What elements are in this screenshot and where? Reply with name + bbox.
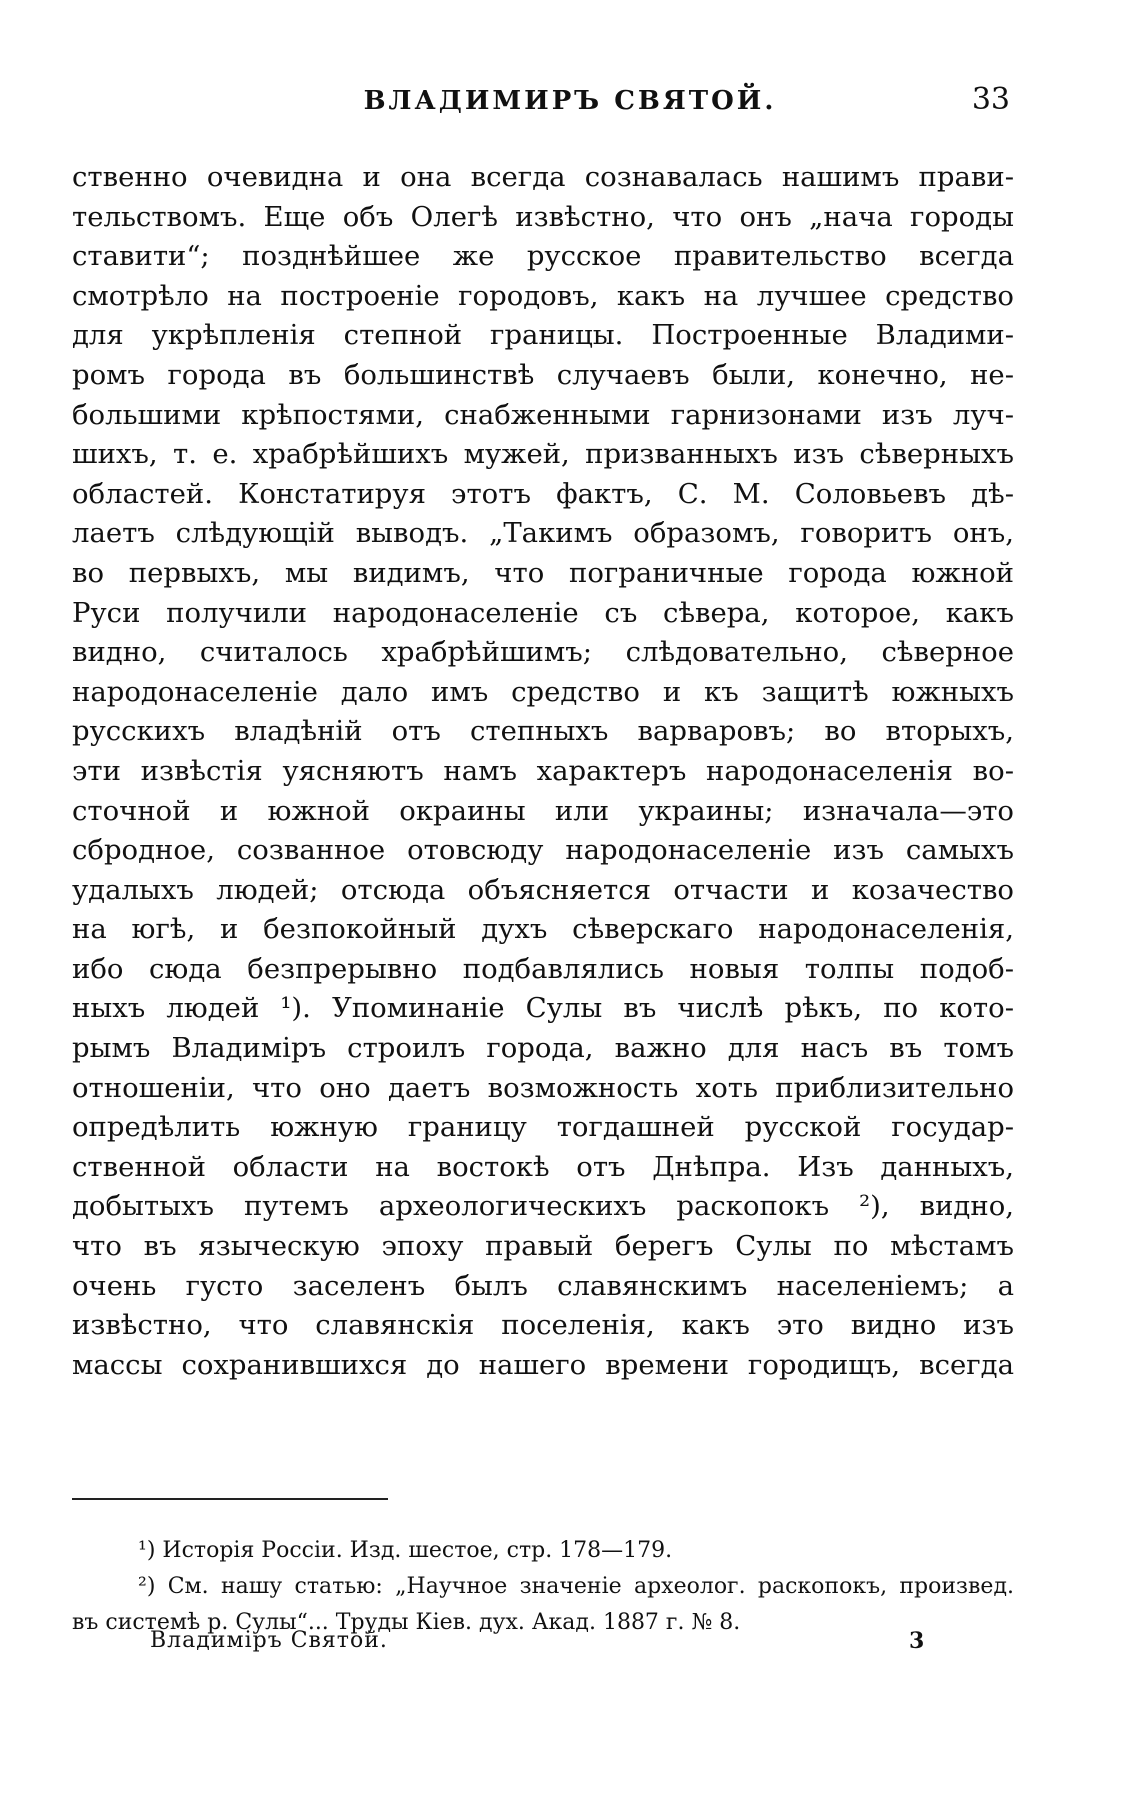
text-line: удалыхъ людей; отсюда объясняется отчасти и козачество [72, 873, 1014, 906]
text-line: тельствомъ. Еще объ Олегѣ извѣстно, что онъ „нача городы [72, 200, 1014, 233]
text-line: смотрѣло на построеніе городовъ, какъ на лучшее средство [72, 279, 1014, 312]
text-line: сточной и южной окраины или украины; изначала—это [72, 794, 1014, 827]
text-line: лаетъ слѣдующій выводъ. „Такимъ образомъ, говоритъ онъ, [72, 517, 1014, 550]
text-line: извѣстно, что славянскія поселенія, какъ это видно изъ [72, 1309, 1014, 1342]
body-text [72, 158, 1014, 1385]
text-line: отношеніи, что оно даетъ возможность хоть приблизительно [72, 1071, 1014, 1104]
text-line: ставити“; позднѣйшее же русское правительство всегда [72, 240, 1014, 273]
text-line: областей. Констатируя этотъ фактъ, С. М. Соловьевъ дѣ- [72, 477, 1014, 510]
text-line: добытыхъ путемъ археологическихъ раскопокъ ²), видно, [72, 1190, 1014, 1223]
text-line: русскихъ владѣній отъ степныхъ варваровъ; во вторыхъ, [72, 715, 1014, 748]
text-line: народонаселеніе дало имъ средство и къ защитѣ южныхъ [72, 675, 1014, 708]
page-number: 33 [971, 82, 1010, 117]
text-line: на югѣ, и безпокойный духъ сѣверскаго народонаселенія, [72, 913, 1014, 946]
text-line: ибо сюда безпрерывно подбавлялись новыя толпы подоб- [72, 952, 1014, 985]
footnotes [72, 1533, 1014, 1641]
text-line: ственно очевидна и она всегда сознавалась нашимъ прави- [72, 161, 1014, 193]
footnote-rule [72, 1498, 388, 1500]
text-line: ныхъ людей ¹). Упоминаніе Сулы въ числѣ рѣкъ, по кото- [72, 992, 1014, 1025]
text-line: ственной области на востокѣ отъ Днѣпра. Изъ данныхъ, [72, 1150, 1014, 1183]
text-line: массы сохранившихся до нашего времени городищъ, всегда [72, 1348, 1014, 1381]
text-line: шихъ, т. е. храбрѣйшихъ мужей, призванныхъ изъ сѣверныхъ [72, 438, 1014, 471]
footnote-2-continued: въ системѣ р. Сулы“... Труды Кіев. дух. Акад. 1887 г. № 8. [72, 1610, 741, 1635]
text-line: эти извѣстія уясняютъ намъ характеръ народонаселенія во- [72, 754, 1014, 787]
footnote-2: ²) См. нашу статью: „Научное значеніе археолог. раскопокъ, произвед. [138, 1574, 1014, 1599]
text-line: опредѣлить южную границу тогдашней русской государ- [72, 1111, 1014, 1144]
text-line: что въ языческую эпоху правый берегъ Сулы по мѣстамъ [72, 1230, 1014, 1263]
signature-title: Владиміръ Святой. [150, 1628, 388, 1653]
text-line: Руси получили народонаселеніе съ сѣвера, которое, какъ [72, 596, 1014, 629]
running-title: ВЛАДИМИРЪ СВЯТОЙ. [363, 86, 777, 116]
text-line: во первыхъ, мы видимъ, что пограничные города южной [72, 556, 1014, 589]
footnote-1: ¹) Исторія Россіи. Изд. шестое, стр. 178—179. [138, 1538, 673, 1563]
signature-number: 3 [909, 1628, 925, 1654]
text-line: для укрѣпленія степной границы. Построенные Владими- [72, 319, 1014, 352]
text-line: рымъ Владиміръ строилъ города, важно для насъ въ томъ [72, 1032, 1014, 1065]
text-line: ромъ города въ большинствѣ случаевъ были, конечно, не- [72, 358, 1014, 391]
text-line: очень густо заселенъ былъ славянскимъ населеніемъ; а [72, 1269, 1014, 1302]
running-head [0, 82, 1140, 126]
signature-line [0, 1628, 1140, 1668]
text-line: большими крѣпостями, снабженными гарнизонами изъ луч- [72, 398, 1014, 431]
text-line: видно, считалось храбрѣйшимъ; слѣдовательно, сѣверное [72, 636, 1014, 669]
text-line: сбродное, созванное отовсюду народонаселеніе изъ самыхъ [72, 834, 1014, 867]
